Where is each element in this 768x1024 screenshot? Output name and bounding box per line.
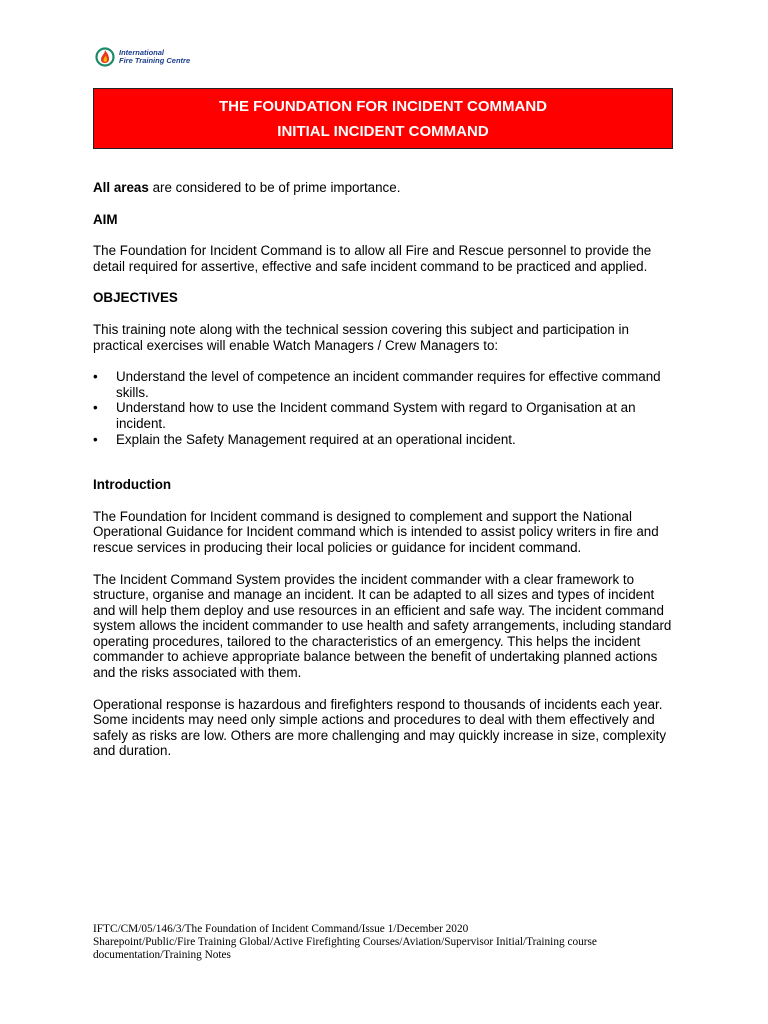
intro-statement [93, 180, 678, 196]
banner-title-line-1: THE FOUNDATION FOR INCIDENT COMMAND [218, 98, 548, 115]
logo-text [119, 49, 190, 65]
list-item-text: Understand how to use the Incident command System with regard to Organisation at an incident. [116, 400, 636, 431]
iftc-logo [94, 42, 214, 72]
logo-line-1: International [119, 48, 165, 57]
title-banner [93, 88, 673, 149]
intro-bold: All areas [93, 180, 149, 195]
list-item-text: Explain the Safety Management required at an operational incident. [116, 431, 516, 447]
footer-path: Sharepoint/Public/Fire Training Global/Active Firefighting Courses/Aviation/Supervisor Initial/Training course documentation/Training Notes [93, 936, 597, 961]
list-item [93, 432, 678, 448]
bullet-icon: • [93, 369, 98, 385]
list-item [93, 400, 678, 431]
bullet-icon: • [93, 431, 98, 447]
aim-text: The Foundation for Incident Command is to allow all Fire and Rescue personnel to provide the detail required for assertive, effective and safe incident command to be practiced and applied. [93, 243, 652, 274]
aim-heading: AIM [93, 211, 118, 227]
iftc-logo-icon [94, 46, 116, 68]
footer-reference: IFTC/CM/05/146/3/The Foundation of Incident Command/Issue 1/December 2020 [93, 923, 469, 935]
objectives-list [93, 369, 678, 447]
intro-rest: are considered to be of prime importance. [148, 180, 401, 195]
objectives-heading: OBJECTIVES [93, 290, 178, 306]
logo-line-2: Fire Training Centre [119, 56, 191, 65]
list-item-text: Understand the level of competence an incident commander requires for effective command skills. [116, 369, 661, 400]
document-body [93, 180, 678, 759]
bullet-icon: • [93, 400, 98, 416]
document-footer [93, 923, 683, 962]
introduction-heading: Introduction [93, 477, 172, 493]
introduction-paragraph: Operational response is hazardous and firefighters respond to thousands of incidents each year. Some incidents may need only simple actions and procedures to deal with them effectively and safely as risks are low. Others are more challenging and may quickly increase in size, complexity and duration. [93, 696, 667, 759]
banner-title-line-2: INITIAL INCIDENT COMMAND [277, 123, 489, 140]
introduction-paragraph: The Foundation for Incident command is designed to complement and support the National Operational Guidance for Incident command which is intended to assist policy writers in fire and rescue services in producing their local policies or guidance for incident command. [93, 508, 659, 555]
list-item [93, 369, 678, 400]
objectives-text: This training note along with the technical session covering this subject and participation in practical exercises will enable Watch Managers / Crew Managers to: [93, 321, 629, 353]
introduction-paragraph: The Incident Command System provides the incident commander with a clear framework to structure, organise and manage an incident. It can be adapted to all sizes and types of incident and will help them deploy and use resources in an efficient and safe way. The incident command system allows the incident commander to use health and safety arrangements, including standard operating procedures, tailored to the characteristics of an emergency. This helps the incident commander to achieve appropriate balance between the benefit of undertaking planned actions and the risks associated with them. [93, 571, 672, 681]
